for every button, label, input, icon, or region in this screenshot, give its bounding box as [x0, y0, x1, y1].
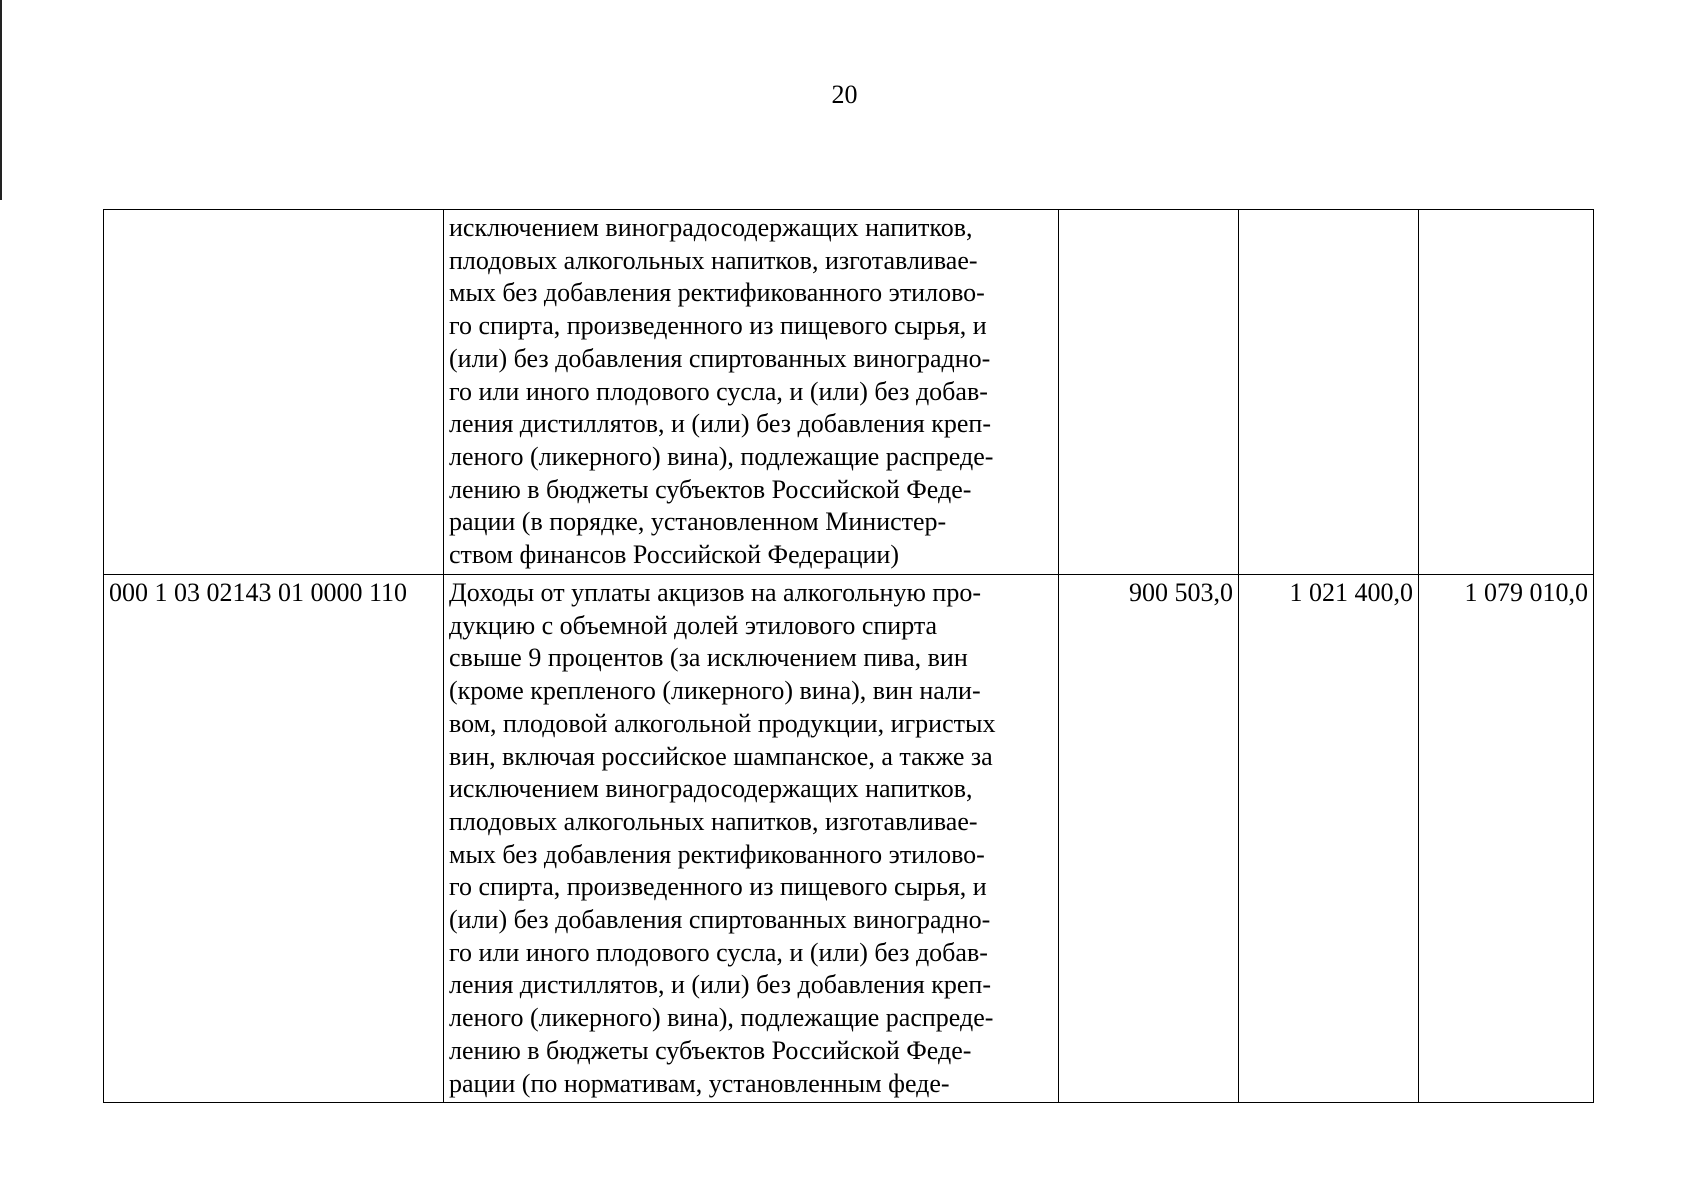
amount-year-2: 1 021 400,0 — [1239, 575, 1419, 1103]
budget-revenue-table — [103, 209, 1594, 1103]
revenue-description: исключением виноградосодержащих напитков, плодовых алкогольных напитков, изготавливае- мых без добавления ректификованного этилово- го спирта, произведенного из пищевого сырья, и (или) без добавления спиртованных виноградно- го или иного плодового сусла, и (или) без добав- ления дистиллятов, и (или) без добавления креп- леного (ликерного) вина), подлежащие распреде- лению в бюджеты субъектов Российской Феде- рации (в порядке, установленном Министер- ством финансов Российской Федерации) — [444, 210, 1059, 575]
amount-year-3 — [1419, 210, 1594, 575]
amount-year-1: 900 503,0 — [1059, 575, 1239, 1103]
budget-classification-code: 000 1 03 02143 01 0000 110 — [104, 575, 444, 1103]
page-number: 20 — [831, 80, 858, 109]
amount-year-2 — [1239, 210, 1419, 575]
budget-classification-code — [104, 210, 444, 575]
amount-year-1 — [1059, 210, 1239, 575]
table-row — [104, 575, 1594, 1103]
table-row — [104, 210, 1594, 575]
revenue-description: Доходы от уплаты акцизов на алкогольную про- дукцию с объемной долей этилового спирта свыше 9 процентов (за исключением пива, вин (кроме крепленого (ликерного) вина), вин нали- вом, плодовой алкогольной продукции, игристых вин, включая российское шампанское, а также за исключением виноградосодержащих напитков, плодовых алкогольных напитков, изготавливае- мых без добавления ректификованного этилово- го спирта, произведенного из пищевого сырья, и (или) без добавления спиртованных виноградно- го или иного плодового сусла, и (или) без добав- ления дистиллятов, и (или) без добавления креп- леного (ликерного) вина), подлежащие распреде- лению в бюджеты субъектов Российской Феде- рации (по нормативам, установленным феде- — [444, 575, 1059, 1103]
amount-year-3: 1 079 010,0 — [1419, 575, 1594, 1103]
